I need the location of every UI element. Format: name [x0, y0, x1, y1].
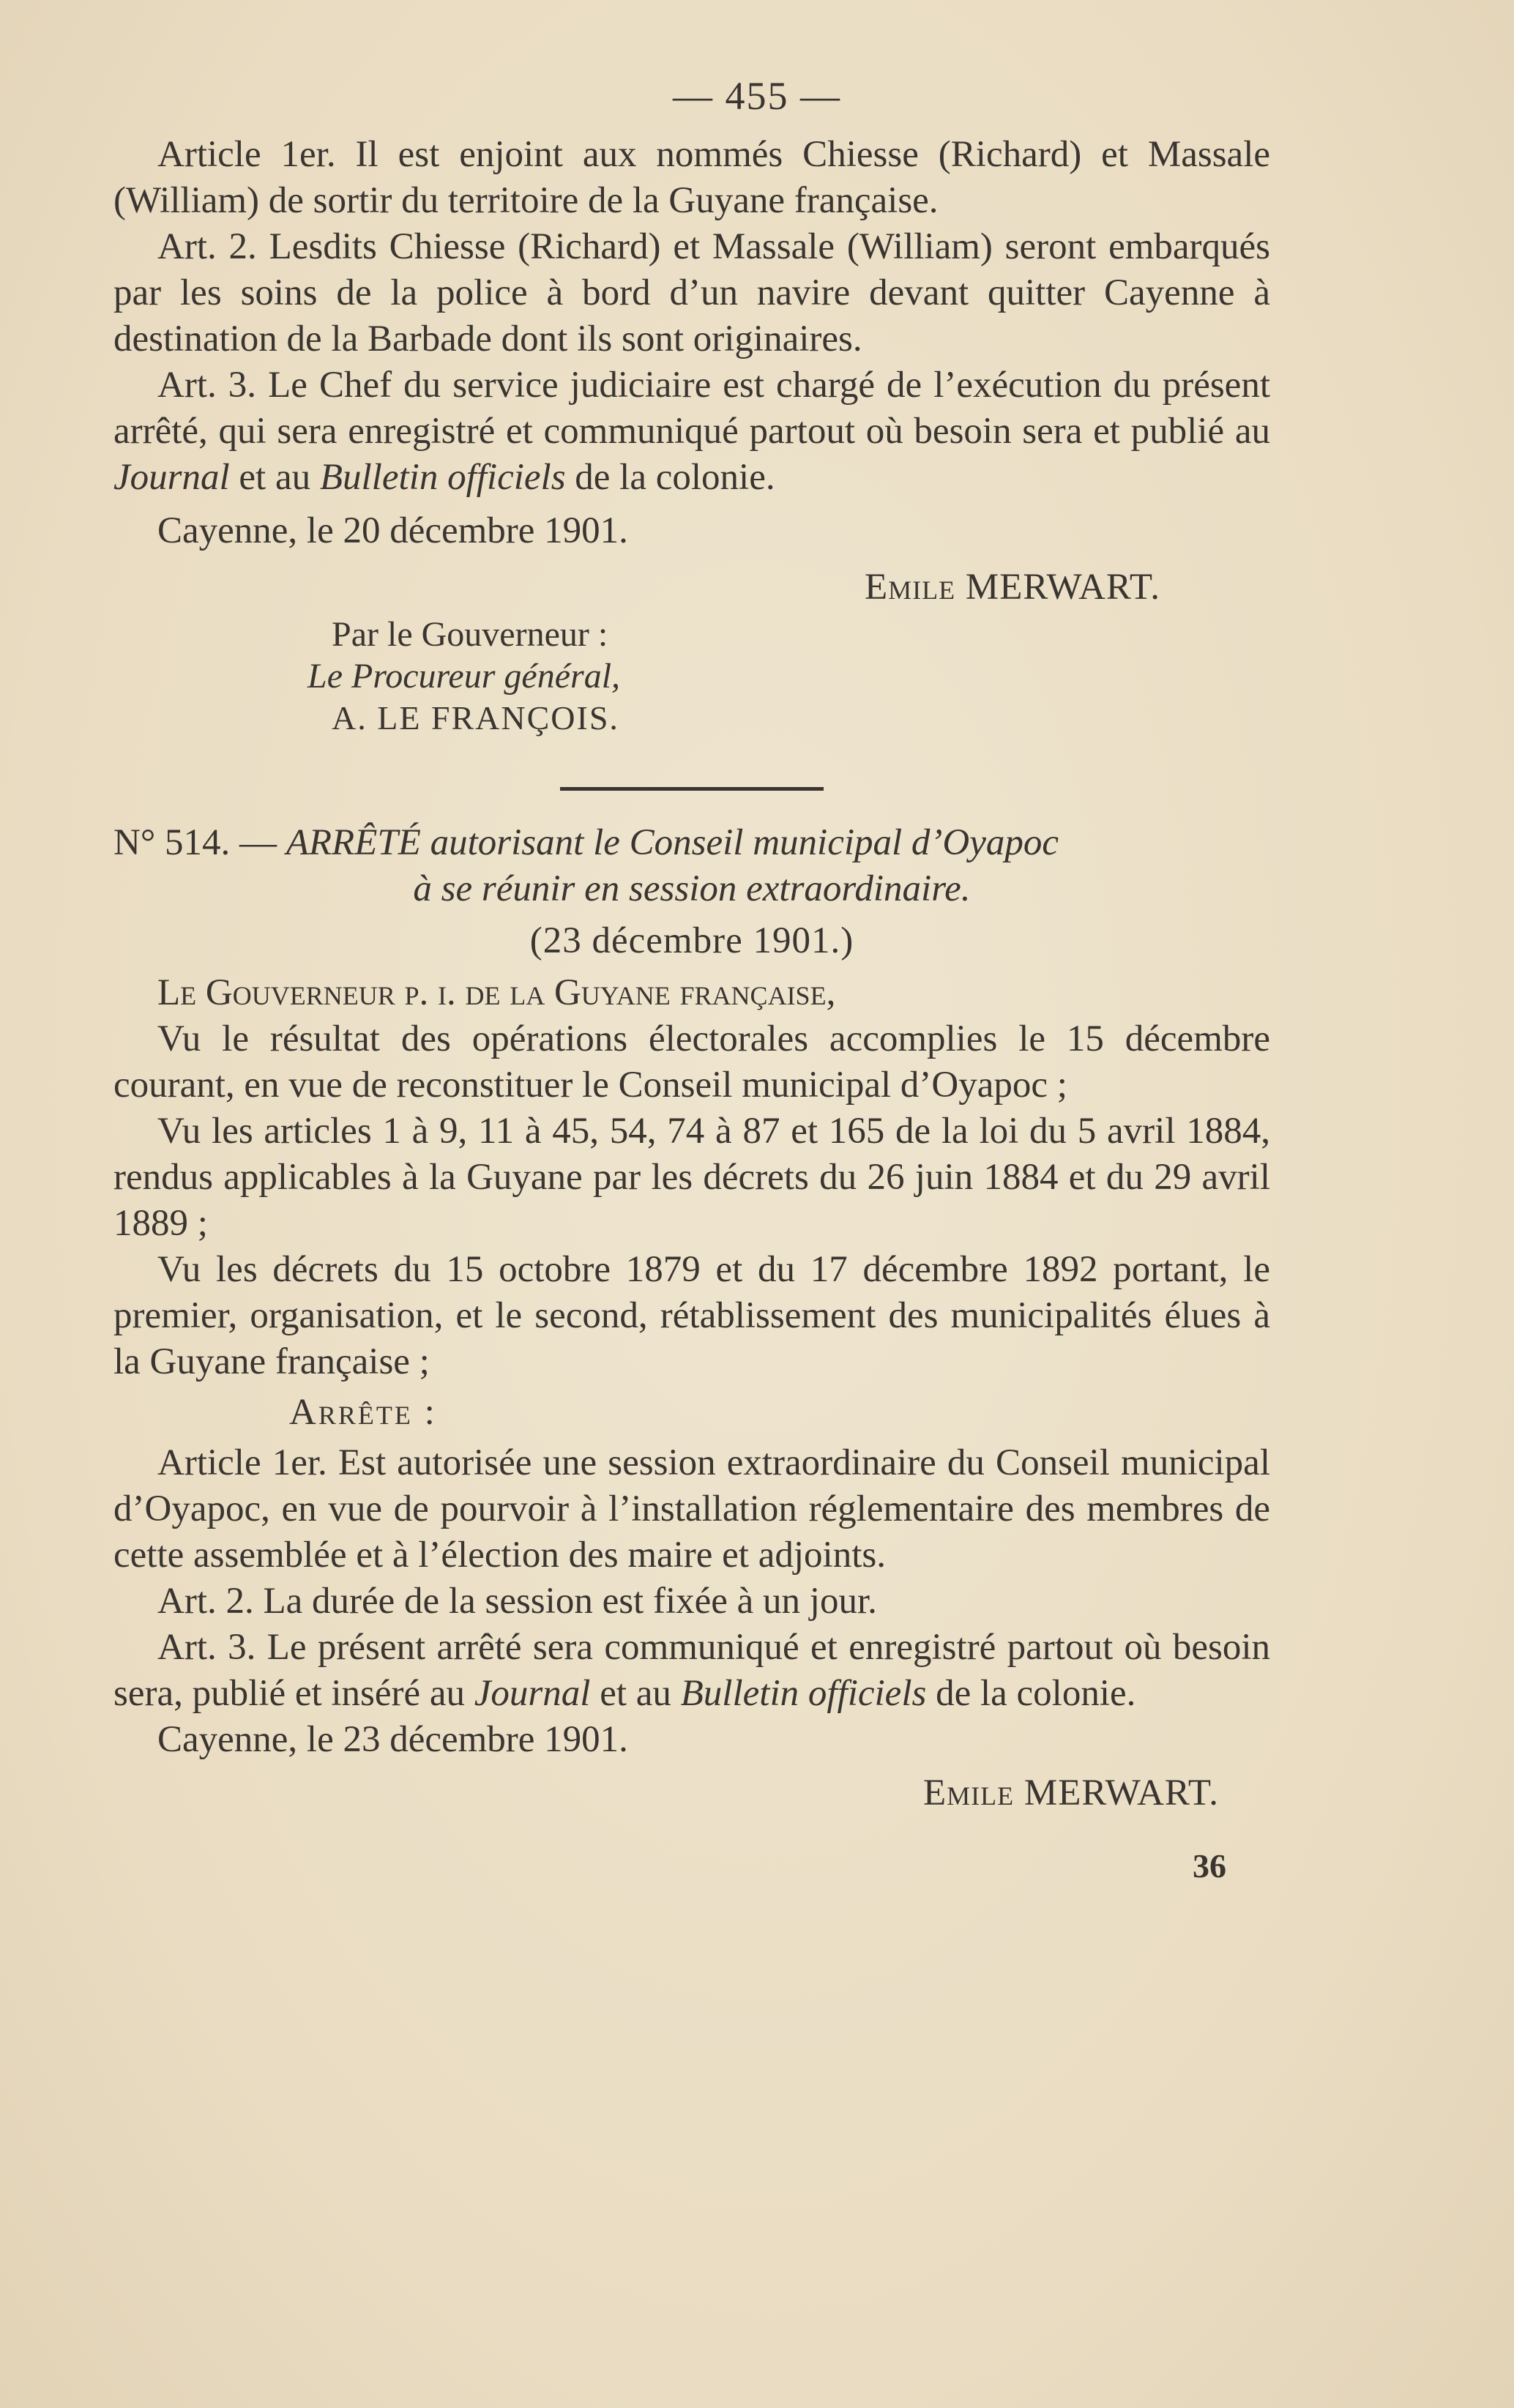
- decree2-article-2: Art. 2. La durée de la session est fixée à un jour.: [157, 1581, 877, 1622]
- decree2-vu-1: Vu le résultat des opérations électorales accomplies le 15 décembre courant, en vue de reconstituer le Conseil municipal d’Oyapoc ;: [113, 1018, 1270, 1106]
- decree2-vu-2: Vu les articles 1 à 9, 11 à 45, 54, 74 à 87 et 165 de la loi du 5 avril 1884, rendus applicables à la Guyane par les décrets du 26 juin 1884 et du 29 avril 1889 ;: [113, 1111, 1270, 1244]
- decree2-gouverneur: Le Gouverneur p. i. de la Guyane française,: [157, 972, 836, 1013]
- decree1-signature: Emile MERWART.: [865, 567, 1160, 608]
- decree1-journal: Journal: [113, 457, 230, 498]
- decree1-place-date: Cayenne, le 20 décembre 1901.: [157, 510, 628, 551]
- page-number: — 455 —: [673, 74, 841, 118]
- decree2-vu-3: Vu les décrets du 15 octobre 1879 et du 17 décembre 1892 portant, le premier, organisation, et le second, rétablissement des municipalités élues à la Guyane française ;: [113, 1249, 1270, 1382]
- folio-number: 36: [1193, 1847, 1226, 1885]
- decree1-article-3: [113, 362, 1270, 501]
- decree2-article-3-end: de la colonie.: [926, 1673, 1136, 1714]
- decree2-number: N° 514. —: [113, 822, 286, 863]
- decree2-title-line-2: à se réunir en session extraordinaire.: [413, 868, 971, 909]
- decree2-article-3-text: Art. 3. Le présent arrêté sera communiqué et enregistré partout où besoin sera, publié et inséré au: [113, 1627, 1270, 1714]
- decree1-procureur-title: Le Procureur général,: [307, 657, 621, 696]
- decree2-signature: Emile MERWART.: [923, 1773, 1219, 1814]
- decree2-arrete: Arrête :: [289, 1392, 437, 1433]
- decree1-par-le-gouverneur: Par le Gouverneur :: [332, 615, 608, 654]
- decree1-article-1: Article 1er. Il est enjoint aux nommés Chiesse (Richard) et Massale (William) de sortir du territoire de la Guyane française.: [113, 134, 1270, 221]
- decree2-journal: Journal: [474, 1673, 591, 1714]
- document-body: [113, 132, 1270, 1889]
- decree2-title-line-1: ARRÊTÉ autorisant le Conseil municipal d’Oyapoc: [286, 822, 1059, 863]
- decree1-article-3-text: Art. 3. Le Chef du service judiciaire est chargé de l’exécution du présent arrêté, qui sera enregistré et communiqué partout où besoin sera et publié au: [113, 365, 1270, 452]
- decree2-bulletin: Bulletin officiels: [680, 1673, 927, 1714]
- decree2-place-date: Cayenne, le 23 décembre 1901.: [157, 1719, 628, 1760]
- decree2-article-3-and: et au: [590, 1673, 681, 1714]
- decree2-title: [113, 820, 1270, 866]
- decree1-article-3-end: de la colonie.: [565, 457, 775, 498]
- decree1-procureur-name: A. LE FRANÇOIS.: [332, 699, 619, 737]
- decree2-article-3: [113, 1625, 1270, 1717]
- decree1-article-3-and: et au: [229, 457, 320, 498]
- section-divider: [560, 787, 824, 791]
- decree2-date: (23 décembre 1901.): [529, 920, 854, 961]
- decree1-article-2: Art. 2. Lesdits Chiesse (Richard) et Massale (William) seront embarqués par les soins de la police à bord d’un navire devant quitter Cayenne à destination de la Barbade dont ils sont originaires.: [113, 226, 1270, 359]
- decree2-article-1: Article 1er. Est autorisée une session extraordinaire du Conseil municipal d’Oyapoc, en vue de pourvoir à l’installation réglementaire des membres de cette assemblée et à l’élection des maire et adjoints.: [113, 1442, 1270, 1576]
- decree1-bulletin: Bulletin officiels: [319, 457, 566, 498]
